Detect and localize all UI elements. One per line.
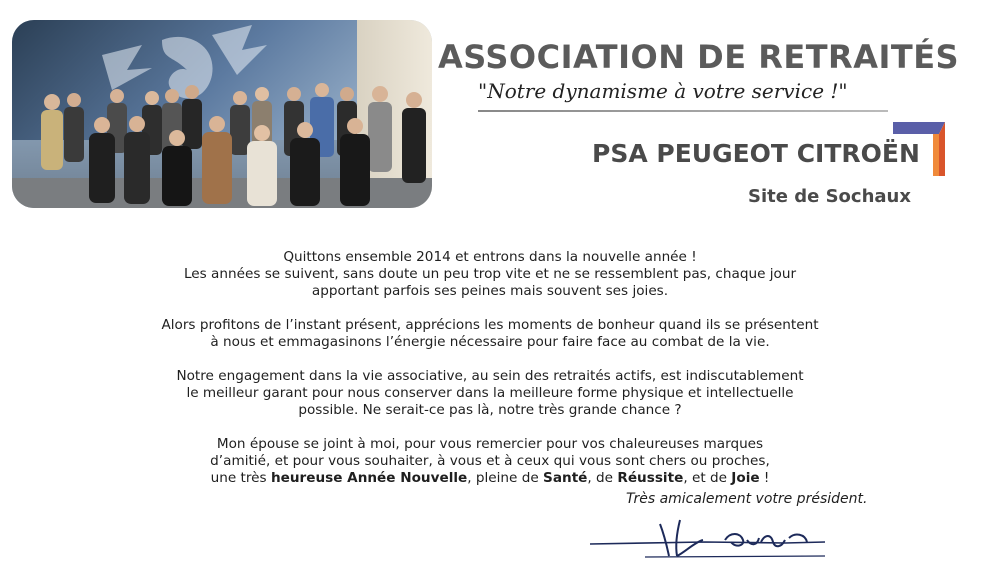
wish-text: , pleine de [467, 470, 544, 486]
wish-text: une très [210, 470, 271, 486]
wish-text: , et de [683, 470, 732, 486]
wish-highlight: Santé [543, 470, 588, 486]
letter-line: possible. Ne serait-ce pas là, notre très grande chance ? [298, 402, 682, 418]
letter-line: d’amitié, et pour vous souhaiter, à vous et à ceux qui vous sont chers ou proches, [210, 453, 770, 469]
letter-paragraph [40, 249, 940, 300]
brand-name: PSA PEUGEOT CITROËN [592, 139, 920, 168]
letter-line: Mon épouse se joint à moi, pour vous remercier pour vos chaleureuses marques [216, 436, 764, 452]
letter-line: Les années se suivent, sans doute un peu trop vite et ne se ressemblent pas, chaque jour [183, 266, 797, 282]
wish-highlight: heureuse Année Nouvelle [270, 470, 468, 486]
letter-line: Quittons ensemble 2014 et entrons dans la nouvelle année ! [283, 249, 697, 265]
letter-line: Alors profitons de l’instant présent, apprécions les moments de bonheur quand ils se présentent [161, 317, 819, 333]
signature-icon [585, 512, 845, 567]
letter-line: à nous et emmagasinons l’énergie nécessaire pour faire face au combat de la vie. [210, 334, 770, 350]
letter-paragraph [40, 317, 940, 351]
letter-line-wishes [40, 470, 940, 487]
letter-line: le meilleur garant pour nous conserver dans la meilleure forme physique et intellectuelle [186, 385, 794, 401]
wish-highlight: Réussite [617, 470, 684, 486]
wish-highlight: Joie [731, 470, 760, 486]
closing-line: Très amicalement votre président. [626, 491, 868, 507]
letter-body [40, 249, 940, 504]
letter-line: apportant parfois ses peines mais souvent ses joies. [311, 283, 669, 299]
group-photo [12, 20, 432, 208]
site-name: Site de Sochaux [748, 186, 911, 207]
letter-paragraph [40, 436, 940, 487]
group-photo-icon [12, 20, 432, 208]
association-title: ASSOCIATION DE RETRAITÉS [438, 38, 960, 76]
motto-divider [478, 110, 888, 112]
wish-text: , de [587, 470, 618, 486]
letter-line: Notre engagement dans la vie associative, au sein des retraités actifs, est indiscutablement [176, 368, 804, 384]
letter-paragraph [40, 368, 940, 419]
psa-logo-icon [889, 120, 947, 178]
wish-text: ! [759, 470, 770, 486]
association-motto: "Notre dynamisme à votre service !" [478, 79, 848, 103]
